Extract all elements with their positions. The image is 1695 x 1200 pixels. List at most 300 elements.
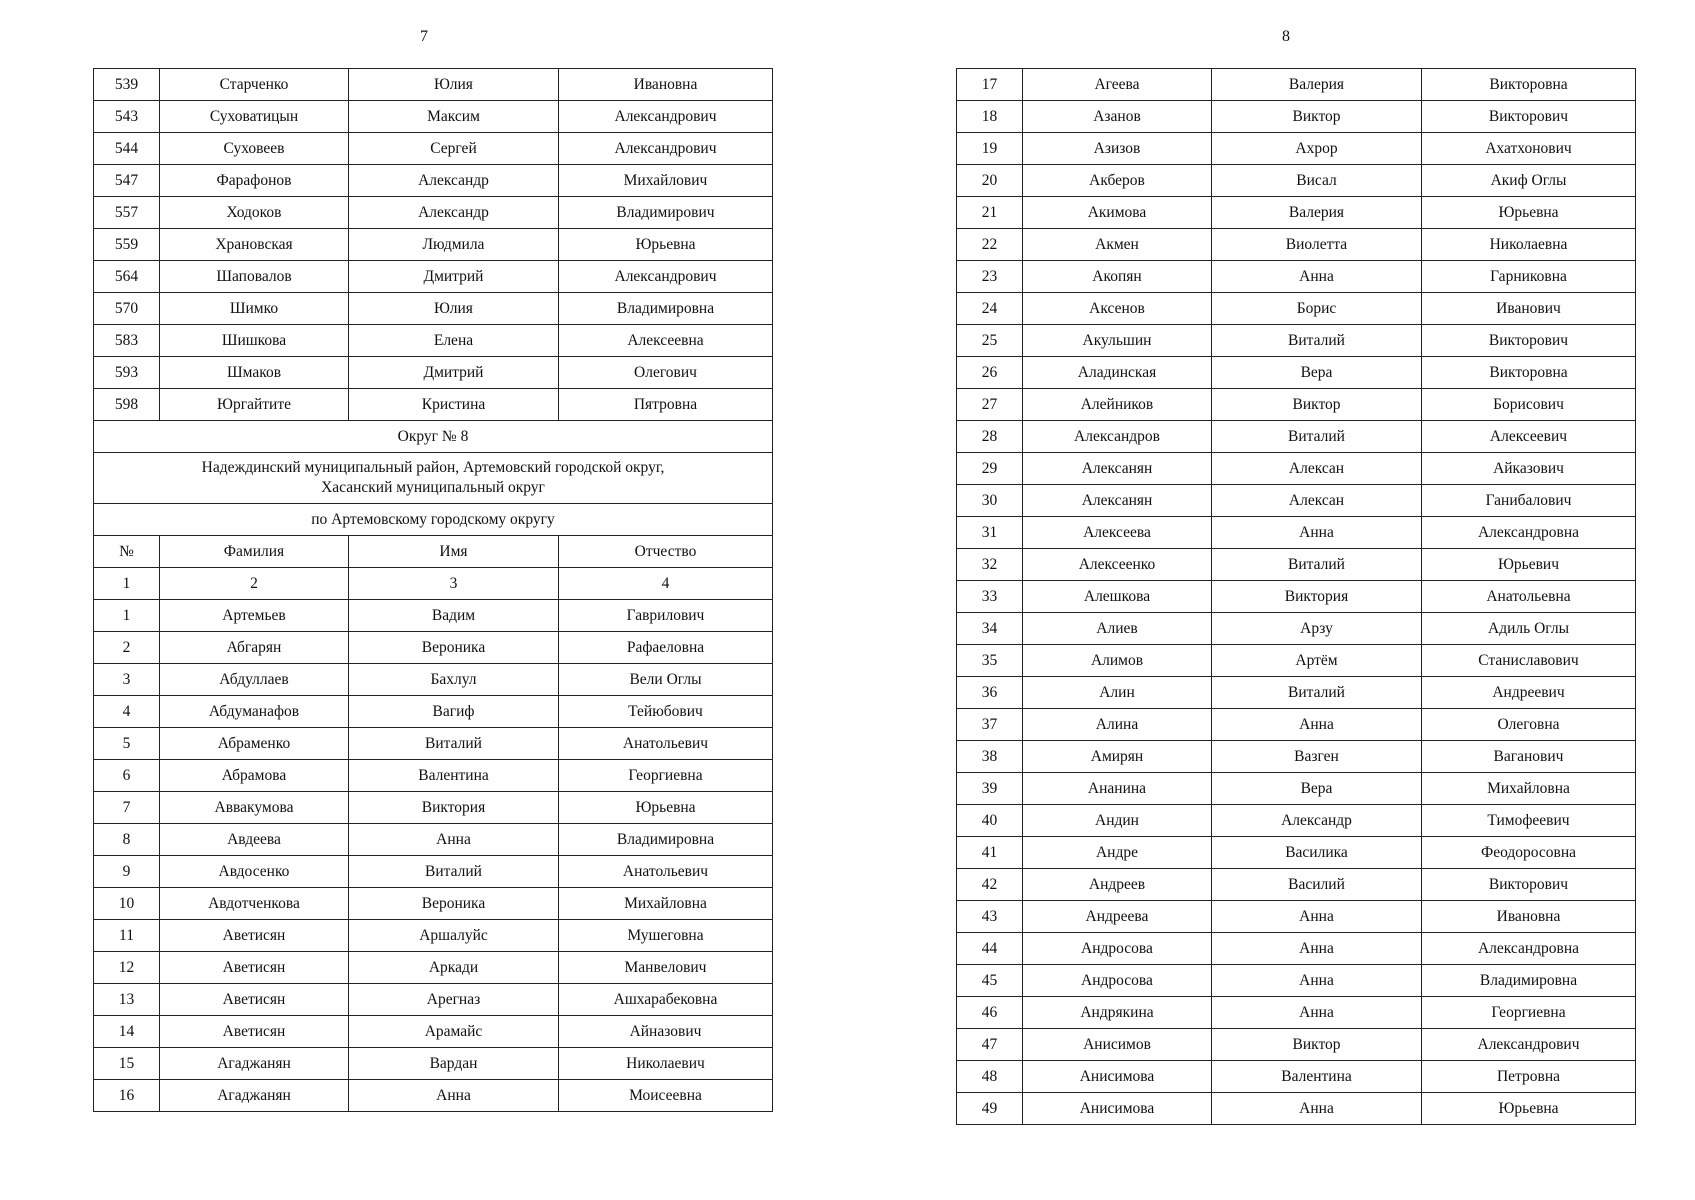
table-row — [94, 1080, 773, 1112]
cell-number: 544 — [94, 133, 160, 165]
cell-first-name: Вазген — [1212, 741, 1422, 773]
cell-last-name: Акульшин — [1023, 325, 1212, 357]
table-row — [94, 357, 773, 389]
cell-first-name: Василий — [1212, 869, 1422, 901]
cell-last-name: Андросова — [1023, 933, 1212, 965]
cell-patronymic: Айназович — [559, 1016, 773, 1048]
cell-first-name: Анна — [1212, 1093, 1422, 1125]
cell-first-name: Людмила — [349, 229, 559, 261]
cell-first-name: Василика — [1212, 837, 1422, 869]
cell-number: 32 — [957, 549, 1023, 581]
cell-last-name: Аветисян — [160, 984, 349, 1016]
cell-patronymic: Александрович — [559, 261, 773, 293]
cell-number: 7 — [94, 792, 160, 824]
cell-last-name: Фарафонов — [160, 165, 349, 197]
cell-patronymic: Феодоросовна — [1422, 837, 1636, 869]
table-row — [957, 357, 1636, 389]
cell-number: 547 — [94, 165, 160, 197]
cell-last-name: Аветисян — [160, 952, 349, 984]
cell-number: 36 — [957, 677, 1023, 709]
cell-patronymic: Ахатхонович — [1422, 133, 1636, 165]
cell-last-name: Авдосенко — [160, 856, 349, 888]
cell-last-name: Акберов — [1023, 165, 1212, 197]
cell-patronymic: Викторовна — [1422, 69, 1636, 101]
cell-patronymic: Андреевич — [1422, 677, 1636, 709]
cell-patronymic: Николаевна — [1422, 229, 1636, 261]
cell-number: 559 — [94, 229, 160, 261]
cell-last-name: Алексеева — [1023, 517, 1212, 549]
cell-first-name: Анна — [1212, 965, 1422, 997]
cell-first-name: Максим — [349, 101, 559, 133]
cell-last-name: Амирян — [1023, 741, 1212, 773]
cell-patronymic: Алексеевич — [1422, 421, 1636, 453]
cell-first-name: Арегназ — [349, 984, 559, 1016]
district-title-row — [94, 421, 773, 453]
cell-number: 28 — [957, 421, 1023, 453]
cell-patronymic: Гарниковна — [1422, 261, 1636, 293]
cell-patronymic: Манвелович — [559, 952, 773, 984]
cell-last-name: Шмаков — [160, 357, 349, 389]
cell-patronymic: Алексеевна — [559, 325, 773, 357]
cell-number: 44 — [957, 933, 1023, 965]
cell-patronymic: Моисеевна — [559, 1080, 773, 1112]
table-row — [957, 101, 1636, 133]
cell-first-name: Виктория — [349, 792, 559, 824]
cell-number: 8 — [94, 824, 160, 856]
cell-last-name: Ананина — [1023, 773, 1212, 805]
cell-first-name: Висал — [1212, 165, 1422, 197]
header-first-name: Имя — [349, 536, 559, 568]
district-desc-line1: Надеждинский муниципальный район, Артемовский городской округ, — [201, 459, 665, 476]
cell-last-name: Анисимова — [1023, 1061, 1212, 1093]
cell-patronymic: Анатольевич — [559, 728, 773, 760]
table-row — [957, 261, 1636, 293]
cell-first-name: Виталий — [349, 856, 559, 888]
cell-patronymic: Мушеговна — [559, 920, 773, 952]
cell-patronymic: Ваганович — [1422, 741, 1636, 773]
cell-patronymic: Владимирович — [559, 197, 773, 229]
table-row — [957, 1093, 1636, 1125]
cell-number: 29 — [957, 453, 1023, 485]
cell-number: 33 — [957, 581, 1023, 613]
cell-last-name: Абдуманафов — [160, 696, 349, 728]
cell-number: 15 — [94, 1048, 160, 1080]
table-row — [94, 664, 773, 696]
cell-number: 40 — [957, 805, 1023, 837]
cell-patronymic: Ивановна — [1422, 901, 1636, 933]
cell-first-name: Алексан — [1212, 485, 1422, 517]
cell-number: 22 — [957, 229, 1023, 261]
cell-number: 21 — [957, 197, 1023, 229]
table-row — [94, 101, 773, 133]
cell-first-name: Вагиф — [349, 696, 559, 728]
cell-last-name: Абраменко — [160, 728, 349, 760]
cell-last-name: Храновская — [160, 229, 349, 261]
district-description — [94, 453, 773, 504]
cell-number: 3 — [94, 664, 160, 696]
table-row — [957, 645, 1636, 677]
cell-number: 25 — [957, 325, 1023, 357]
table-row — [957, 453, 1636, 485]
table-row — [94, 824, 773, 856]
cell-last-name: Старченко — [160, 69, 349, 101]
table-row — [94, 69, 773, 101]
table-row — [957, 165, 1636, 197]
cell-last-name: Аввакумова — [160, 792, 349, 824]
table-row — [957, 997, 1636, 1029]
cell-patronymic: Александрович — [559, 133, 773, 165]
cell-patronymic: Тимофеевич — [1422, 805, 1636, 837]
cell-last-name: Абрамова — [160, 760, 349, 792]
right-rows — [957, 69, 1636, 1125]
cell-last-name: Алексанян — [1023, 485, 1212, 517]
table-row — [94, 293, 773, 325]
column-index-row — [94, 568, 773, 600]
cell-last-name: Аксенов — [1023, 293, 1212, 325]
cell-first-name: Анна — [1212, 709, 1422, 741]
cell-last-name: Андре — [1023, 837, 1212, 869]
right-page-table — [956, 68, 1636, 1125]
header-last-name: Фамилия — [160, 536, 349, 568]
cell-first-name: Кристина — [349, 389, 559, 421]
cell-patronymic: Викторович — [1422, 869, 1636, 901]
cell-last-name: Абгарян — [160, 632, 349, 664]
cell-patronymic: Борисович — [1422, 389, 1636, 421]
index-1: 1 — [94, 568, 160, 600]
cell-patronymic: Георгиевна — [559, 760, 773, 792]
table-row — [957, 773, 1636, 805]
cell-last-name: Артемьев — [160, 600, 349, 632]
cell-patronymic: Юрьевна — [559, 792, 773, 824]
cell-last-name: Аветисян — [160, 920, 349, 952]
cell-number: 26 — [957, 357, 1023, 389]
table-row — [957, 325, 1636, 357]
table-row — [957, 69, 1636, 101]
table-row — [94, 1048, 773, 1080]
cell-number: 598 — [94, 389, 160, 421]
cell-first-name: Виолетта — [1212, 229, 1422, 261]
cell-first-name: Юлия — [349, 69, 559, 101]
cell-first-name: Ахрор — [1212, 133, 1422, 165]
cell-patronymic: Юрьевич — [1422, 549, 1636, 581]
cell-first-name: Виталий — [1212, 325, 1422, 357]
cell-first-name: Вадим — [349, 600, 559, 632]
cell-patronymic: Анатольевич — [559, 856, 773, 888]
table-row — [94, 728, 773, 760]
table-row — [94, 1016, 773, 1048]
cell-number: 1 — [94, 600, 160, 632]
cell-last-name: Агеева — [1023, 69, 1212, 101]
cell-number: 14 — [94, 1016, 160, 1048]
cell-first-name: Вероника — [349, 632, 559, 664]
left-page-table — [93, 68, 773, 1112]
cell-first-name: Александр — [349, 165, 559, 197]
cell-first-name: Бахлул — [349, 664, 559, 696]
cell-patronymic: Викторович — [1422, 325, 1636, 357]
table-row — [957, 741, 1636, 773]
cell-number: 6 — [94, 760, 160, 792]
table-row — [94, 165, 773, 197]
cell-first-name: Дмитрий — [349, 261, 559, 293]
cell-patronymic: Адиль Оглы — [1422, 613, 1636, 645]
cell-first-name: Сергей — [349, 133, 559, 165]
cell-first-name: Виталий — [349, 728, 559, 760]
table-row — [94, 632, 773, 664]
cell-number: 543 — [94, 101, 160, 133]
cell-number: 35 — [957, 645, 1023, 677]
table-row — [94, 952, 773, 984]
table-row — [957, 1029, 1636, 1061]
table-row — [94, 856, 773, 888]
cell-last-name: Шаповалов — [160, 261, 349, 293]
cell-last-name: Абдуллаев — [160, 664, 349, 696]
cell-number: 17 — [957, 69, 1023, 101]
table-row — [957, 933, 1636, 965]
cell-number: 41 — [957, 837, 1023, 869]
table-row — [957, 517, 1636, 549]
table-row — [94, 696, 773, 728]
cell-number: 31 — [957, 517, 1023, 549]
cell-last-name: Азизов — [1023, 133, 1212, 165]
district-desc-line2: Хасанский муниципальный округ — [321, 479, 545, 496]
cell-first-name: Вардан — [349, 1048, 559, 1080]
cell-first-name: Валерия — [1212, 69, 1422, 101]
table-row — [957, 293, 1636, 325]
cell-number: 30 — [957, 485, 1023, 517]
district-sub-row — [94, 504, 773, 536]
cell-last-name: Андин — [1023, 805, 1212, 837]
cell-last-name: Аветисян — [160, 1016, 349, 1048]
cell-patronymic: Петровна — [1422, 1061, 1636, 1093]
table-row — [94, 600, 773, 632]
cell-last-name: Анисимов — [1023, 1029, 1212, 1061]
cell-first-name: Виктор — [1212, 389, 1422, 421]
cell-last-name: Суховатицын — [160, 101, 349, 133]
cell-number: 47 — [957, 1029, 1023, 1061]
cell-patronymic: Георгиевна — [1422, 997, 1636, 1029]
district-title: Округ № 8 — [94, 421, 773, 453]
cell-number: 539 — [94, 69, 160, 101]
cell-number: 593 — [94, 357, 160, 389]
table-row — [94, 792, 773, 824]
cell-patronymic: Иванович — [1422, 293, 1636, 325]
table-row — [957, 901, 1636, 933]
cell-patronymic: Викторовна — [1422, 357, 1636, 389]
cell-first-name: Валентина — [349, 760, 559, 792]
table-row — [94, 261, 773, 293]
cell-number: 46 — [957, 997, 1023, 1029]
header-patronymic: Отчество — [559, 536, 773, 568]
index-4: 4 — [559, 568, 773, 600]
cell-first-name: Валерия — [1212, 197, 1422, 229]
index-3: 3 — [349, 568, 559, 600]
page-number-left: 7 — [420, 28, 428, 45]
table-row — [94, 389, 773, 421]
table-row — [957, 869, 1636, 901]
table-row — [957, 837, 1636, 869]
cell-first-name: Виталий — [1212, 677, 1422, 709]
cell-number: 20 — [957, 165, 1023, 197]
district-desc-row — [94, 453, 773, 504]
table-row — [94, 197, 773, 229]
cell-first-name: Дмитрий — [349, 357, 559, 389]
cell-first-name: Арзу — [1212, 613, 1422, 645]
cell-last-name: Азанов — [1023, 101, 1212, 133]
table-row — [957, 421, 1636, 453]
cell-patronymic: Анатольевна — [1422, 581, 1636, 613]
district-block — [94, 421, 773, 600]
cell-last-name: Шишкова — [160, 325, 349, 357]
cell-first-name: Юлия — [349, 293, 559, 325]
cell-first-name: Виталий — [1212, 549, 1422, 581]
cell-number: 557 — [94, 197, 160, 229]
cell-last-name: Алина — [1023, 709, 1212, 741]
cell-number: 48 — [957, 1061, 1023, 1093]
left-main-rows — [94, 600, 773, 1112]
table-row — [957, 581, 1636, 613]
cell-first-name: Виталий — [1212, 421, 1422, 453]
cell-number: 4 — [94, 696, 160, 728]
cell-number: 27 — [957, 389, 1023, 421]
cell-number: 18 — [957, 101, 1023, 133]
cell-last-name: Алексеенко — [1023, 549, 1212, 581]
cell-number: 37 — [957, 709, 1023, 741]
cell-last-name: Авдотченкова — [160, 888, 349, 920]
cell-last-name: Суховеев — [160, 133, 349, 165]
cell-patronymic: Айказович — [1422, 453, 1636, 485]
table-row — [957, 805, 1636, 837]
cell-first-name: Виктория — [1212, 581, 1422, 613]
cell-patronymic: Олегович — [559, 357, 773, 389]
left-top-rows — [94, 69, 773, 421]
cell-patronymic: Вели Оглы — [559, 664, 773, 696]
table-row — [957, 549, 1636, 581]
cell-first-name: Анна — [1212, 901, 1422, 933]
table-row — [94, 760, 773, 792]
cell-last-name: Андросова — [1023, 965, 1212, 997]
cell-number: 13 — [94, 984, 160, 1016]
cell-number: 45 — [957, 965, 1023, 997]
cell-patronymic: Станиславович — [1422, 645, 1636, 677]
cell-first-name: Алексан — [1212, 453, 1422, 485]
table-row — [957, 485, 1636, 517]
cell-first-name: Борис — [1212, 293, 1422, 325]
cell-patronymic: Викторович — [1422, 101, 1636, 133]
cell-last-name: Юргайтите — [160, 389, 349, 421]
cell-first-name: Анна — [349, 1080, 559, 1112]
cell-first-name: Анна — [1212, 261, 1422, 293]
cell-patronymic: Владимировна — [559, 824, 773, 856]
cell-first-name: Виктор — [1212, 101, 1422, 133]
cell-first-name: Анна — [1212, 997, 1422, 1029]
cell-patronymic: Юрьевна — [1422, 1093, 1636, 1125]
table-row — [94, 984, 773, 1016]
cell-patronymic: Михайловна — [1422, 773, 1636, 805]
table-row — [957, 613, 1636, 645]
cell-patronymic: Михайловна — [559, 888, 773, 920]
cell-last-name: Агаджанян — [160, 1048, 349, 1080]
cell-last-name: Акимова — [1023, 197, 1212, 229]
cell-last-name: Андреева — [1023, 901, 1212, 933]
cell-number: 570 — [94, 293, 160, 325]
cell-number: 19 — [957, 133, 1023, 165]
cell-patronymic: Ивановна — [559, 69, 773, 101]
cell-first-name: Александр — [349, 197, 559, 229]
cell-number: 39 — [957, 773, 1023, 805]
cell-last-name: Андрякина — [1023, 997, 1212, 1029]
cell-number: 583 — [94, 325, 160, 357]
table-row — [957, 965, 1636, 997]
cell-patronymic: Александровна — [1422, 517, 1636, 549]
table-row — [957, 677, 1636, 709]
cell-patronymic: Владимировна — [559, 293, 773, 325]
table-row — [94, 325, 773, 357]
cell-first-name: Аркади — [349, 952, 559, 984]
cell-patronymic: Николаевич — [559, 1048, 773, 1080]
cell-first-name: Вера — [1212, 773, 1422, 805]
cell-patronymic: Владимировна — [1422, 965, 1636, 997]
cell-patronymic: Акиф Оглы — [1422, 165, 1636, 197]
cell-last-name: Алейников — [1023, 389, 1212, 421]
cell-first-name: Арамайс — [349, 1016, 559, 1048]
cell-patronymic: Ганибалович — [1422, 485, 1636, 517]
cell-number: 12 — [94, 952, 160, 984]
cell-first-name: Виктор — [1212, 1029, 1422, 1061]
table-row — [957, 1061, 1636, 1093]
cell-first-name: Артём — [1212, 645, 1422, 677]
cell-patronymic: Александровна — [1422, 933, 1636, 965]
cell-patronymic: Ашхарабековна — [559, 984, 773, 1016]
cell-first-name: Елена — [349, 325, 559, 357]
cell-number: 564 — [94, 261, 160, 293]
table-row — [957, 197, 1636, 229]
index-2: 2 — [160, 568, 349, 600]
cell-patronymic: Олеговна — [1422, 709, 1636, 741]
cell-last-name: Акопян — [1023, 261, 1212, 293]
cell-patronymic: Гаврилович — [559, 600, 773, 632]
header-num: № — [94, 536, 160, 568]
cell-last-name: Акмен — [1023, 229, 1212, 261]
table-row — [957, 229, 1636, 261]
cell-last-name: Агаджанян — [160, 1080, 349, 1112]
table-header-row — [94, 536, 773, 568]
cell-last-name: Аладинская — [1023, 357, 1212, 389]
cell-patronymic: Юрьевна — [1422, 197, 1636, 229]
table-row — [957, 709, 1636, 741]
cell-patronymic: Пятровна — [559, 389, 773, 421]
district-subtitle: по Артемовскому городскому округу — [94, 504, 773, 536]
cell-patronymic: Александрович — [559, 101, 773, 133]
cell-patronymic: Александрович — [1422, 1029, 1636, 1061]
cell-last-name: Алешкова — [1023, 581, 1212, 613]
cell-number: 43 — [957, 901, 1023, 933]
table-row — [957, 133, 1636, 165]
cell-last-name: Александров — [1023, 421, 1212, 453]
cell-number: 16 — [94, 1080, 160, 1112]
cell-last-name: Анисимова — [1023, 1093, 1212, 1125]
cell-number: 2 — [94, 632, 160, 664]
cell-patronymic: Тейюбович — [559, 696, 773, 728]
cell-first-name: Валентина — [1212, 1061, 1422, 1093]
table-row — [94, 920, 773, 952]
cell-number: 5 — [94, 728, 160, 760]
cell-first-name: Анна — [349, 824, 559, 856]
cell-first-name: Анна — [1212, 517, 1422, 549]
cell-number: 10 — [94, 888, 160, 920]
cell-number: 11 — [94, 920, 160, 952]
table-row — [94, 229, 773, 261]
cell-last-name: Алин — [1023, 677, 1212, 709]
